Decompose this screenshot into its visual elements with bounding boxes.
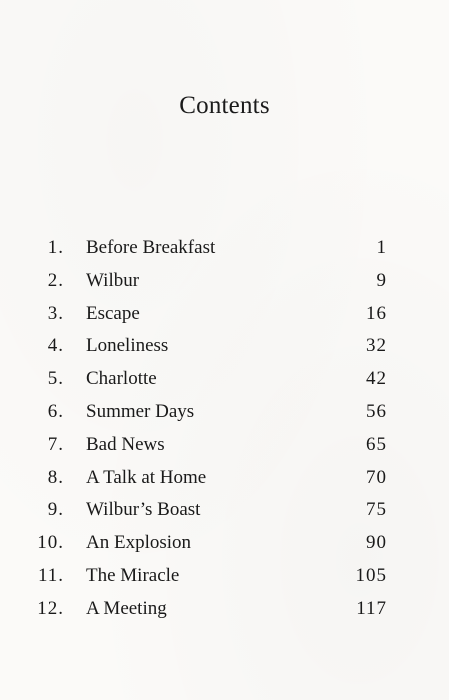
toc-entry [0, 363, 449, 396]
chapter-title: A Talk at Home [86, 466, 207, 488]
toc-entry [0, 396, 449, 429]
chapter-number: 7. [47, 433, 64, 455]
chapter-title: Before Breakfast [86, 237, 216, 258]
chapter-title: An Explosion [86, 532, 192, 554]
chapter-number: 10. [37, 532, 64, 554]
page-number: 70 [366, 466, 387, 488]
chapter-number: 5. [47, 368, 64, 390]
page-number: 1 [376, 237, 387, 258]
chapter-title: The Miracle [86, 564, 180, 586]
page-number: 9 [376, 269, 387, 291]
chapter-number: 12. [37, 597, 64, 619]
page-number: 32 [366, 335, 387, 357]
page-number: 90 [366, 532, 387, 554]
toc-entry [0, 265, 449, 298]
chapter-number: 6. [47, 400, 64, 422]
page-number: 75 [366, 499, 387, 521]
chapter-title: Charlotte [86, 368, 157, 390]
chapter-title: Bad News [86, 433, 165, 455]
chapter-title: Loneliness [86, 335, 169, 357]
chapter-title: Wilbur [86, 269, 140, 291]
chapter-title: Summer Days [86, 400, 195, 422]
chapter-number: 4. [47, 335, 64, 357]
chapter-title: Wilbur’s Boast [86, 499, 201, 521]
page-number: 105 [355, 564, 387, 586]
page-number: 56 [366, 400, 387, 422]
chapter-title: A Meeting [86, 597, 167, 619]
chapter-number: 8. [47, 466, 64, 488]
chapter-number: 11. [37, 564, 64, 586]
page-number: 65 [366, 433, 387, 455]
chapter-number: 9. [47, 499, 64, 521]
toc-entry [0, 298, 449, 331]
page-number: 42 [366, 368, 387, 390]
chapter-number: 1. [47, 237, 64, 258]
toc-entry [0, 429, 449, 462]
chapter-number: 3. [47, 302, 64, 324]
toc-entry [0, 593, 449, 626]
toc-entry [0, 330, 449, 363]
toc-entry [0, 560, 449, 593]
page-title: Contents [179, 92, 270, 119]
chapter-title: Escape [86, 302, 140, 324]
toc-entry [0, 232, 449, 265]
toc-entry [0, 462, 449, 495]
toc-entry [0, 527, 449, 560]
toc-entry [0, 494, 449, 527]
table-of-contents [0, 232, 449, 626]
chapter-number: 2. [47, 269, 64, 291]
page-number: 16 [366, 302, 387, 324]
page-number: 117 [356, 597, 387, 619]
